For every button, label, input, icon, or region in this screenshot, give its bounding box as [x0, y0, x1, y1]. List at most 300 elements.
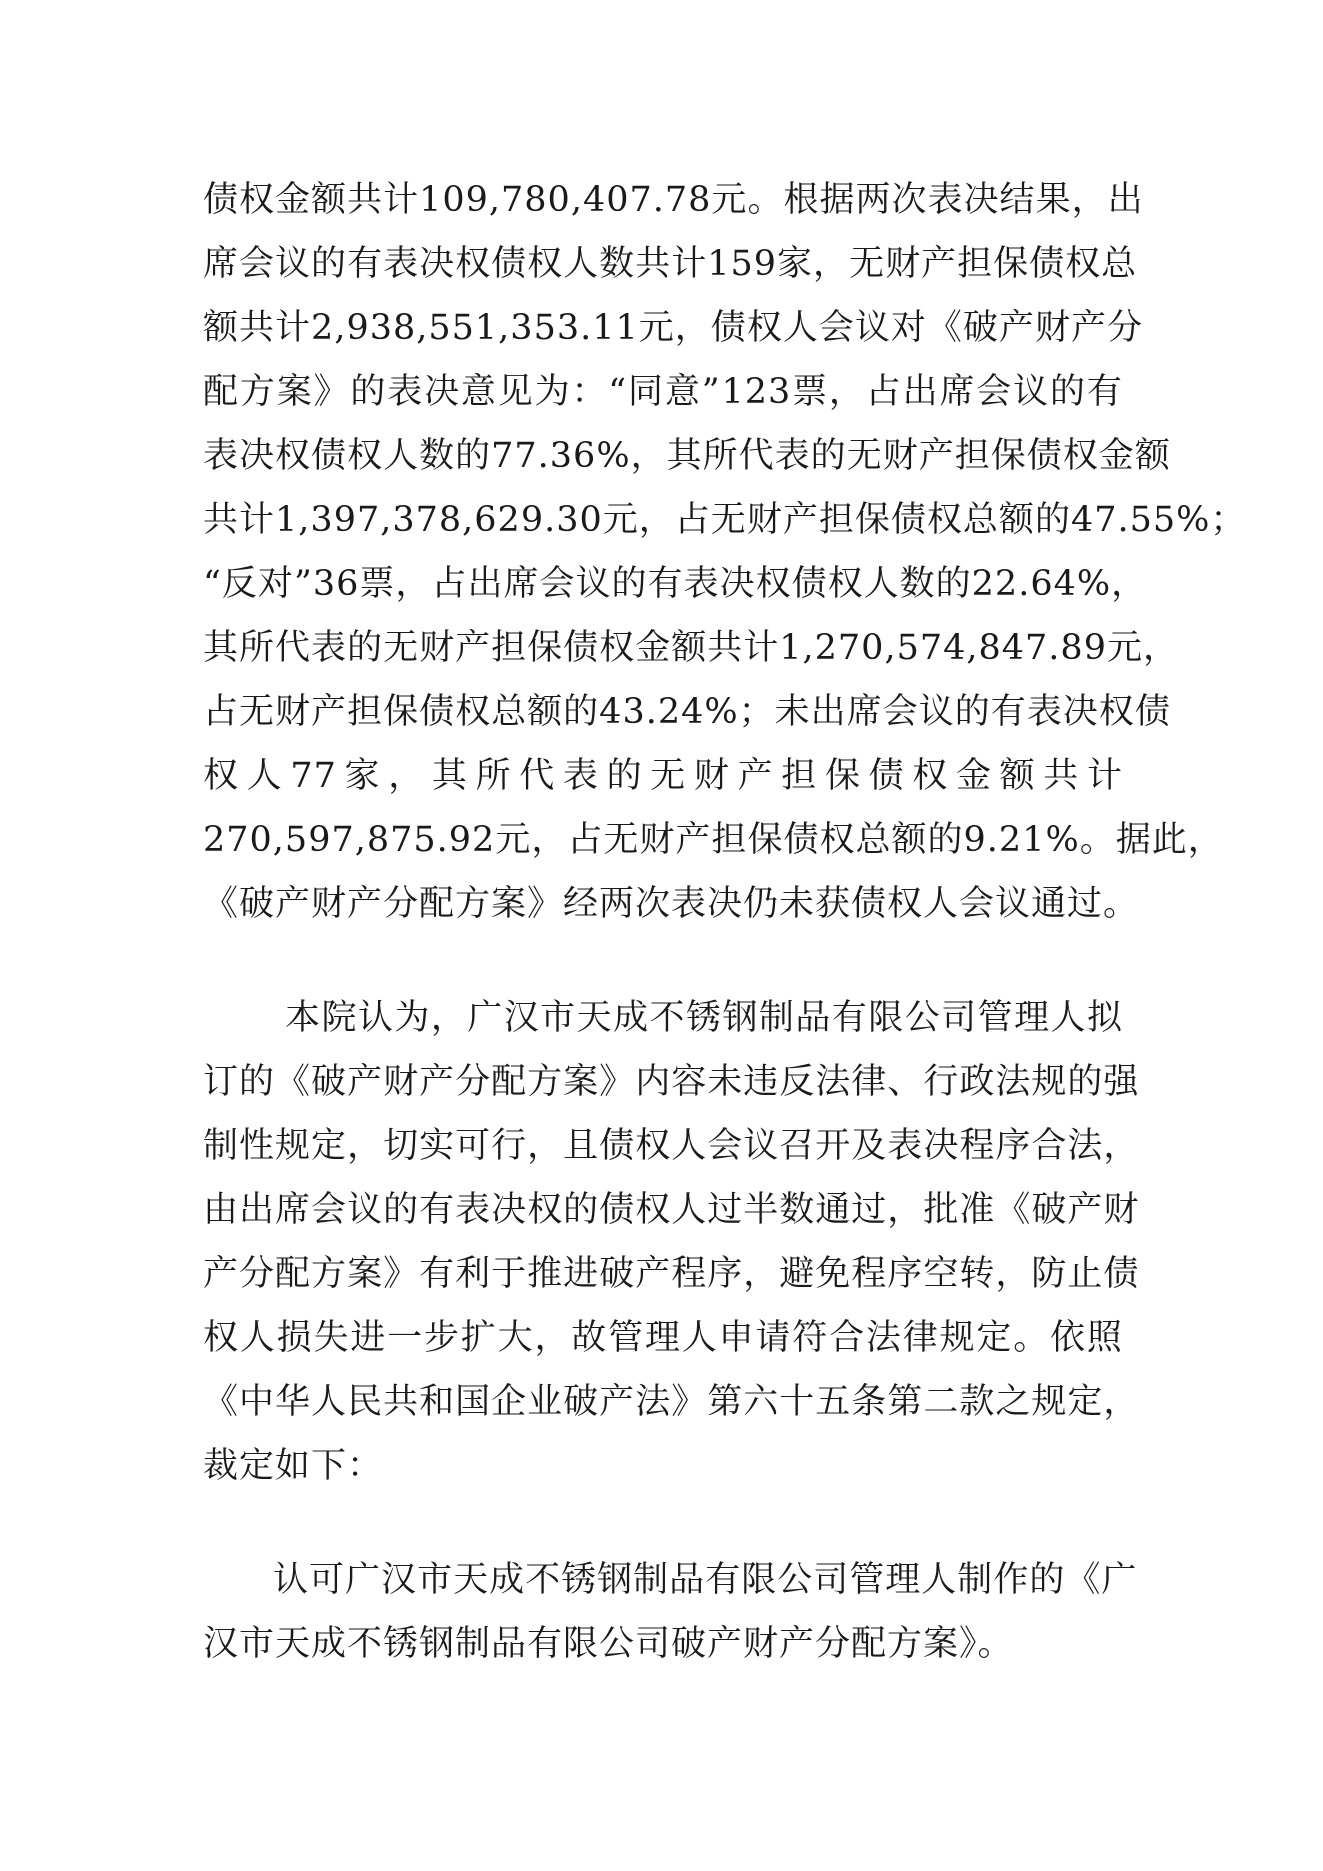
text-glyph: 人: [782, 308, 819, 348]
text-glyph: 人: [671, 1126, 708, 1166]
text-glyph: 的: [927, 820, 964, 860]
text-line: [203, 680, 1171, 744]
text-glyph: 议: [854, 308, 891, 348]
text-glyph: 半: [743, 1190, 780, 1230]
text-glyph: 会: [882, 692, 919, 732]
text-glyph: 》: [383, 1254, 420, 1294]
text-glyph: 担: [491, 628, 528, 668]
text-glyph: 家: [777, 244, 814, 284]
text-glyph: 表: [387, 372, 424, 412]
text-glyph: 管: [977, 998, 1014, 1038]
text-glyph: 条: [851, 1382, 888, 1422]
text-glyph: ，: [887, 1190, 924, 1230]
text-glyph: 律: [902, 1318, 939, 1358]
text-glyph: 43.24%: [599, 692, 739, 732]
text-glyph: 一: [387, 1318, 424, 1358]
text-glyph: 有: [347, 244, 384, 284]
text-glyph: 天: [576, 998, 613, 1038]
text-glyph: 损: [276, 1318, 313, 1358]
text-glyph: 反: [779, 1062, 816, 1102]
text-glyph: 规: [1031, 1382, 1068, 1422]
text-glyph: 债: [563, 628, 600, 668]
text-glyph: 据: [1115, 820, 1152, 860]
text-glyph: ；: [1210, 500, 1247, 540]
text-glyph: 案: [276, 372, 313, 412]
text-glyph: 序: [995, 1126, 1032, 1166]
text-glyph: 额: [891, 820, 928, 860]
text-glyph: 金: [275, 180, 312, 220]
text-glyph: 限: [868, 998, 905, 1038]
text-glyph: 9.21%: [963, 820, 1080, 860]
text-glyph: 管: [608, 1318, 645, 1358]
text-glyph: 根: [783, 180, 820, 220]
text-glyph: 产: [737, 756, 774, 796]
text-glyph: 的: [1067, 1062, 1104, 1102]
text-glyph: 两: [855, 180, 892, 220]
text-glyph: 担: [347, 692, 384, 732]
text-glyph: 钢: [722, 998, 759, 1038]
text-glyph: 议: [347, 1190, 384, 1230]
text-glyph: 不: [525, 1560, 562, 1600]
text-glyph: 出: [810, 692, 847, 732]
text-glyph: 为: [394, 998, 431, 1038]
text-glyph: 额: [527, 692, 564, 732]
text-glyph: 步: [423, 1318, 460, 1358]
text-glyph: 总: [962, 500, 999, 540]
text-glyph: 广: [1101, 1560, 1138, 1600]
text-glyph: 决: [239, 436, 276, 476]
text-glyph: 制: [758, 998, 795, 1038]
text-glyph: 制: [633, 1560, 670, 1600]
text-glyph: 性: [239, 1126, 276, 1166]
text-line: [203, 744, 1123, 808]
text-glyph: 的: [1034, 500, 1071, 540]
text-glyph: 天: [453, 1560, 490, 1600]
text-glyph: 有: [1086, 372, 1123, 412]
text-line: [203, 360, 1123, 424]
text-glyph: 共: [635, 244, 672, 284]
text-glyph: 有: [419, 1190, 456, 1230]
text-glyph: 无: [849, 244, 886, 284]
text-glyph: 的: [383, 1190, 420, 1230]
text-glyph: 权: [275, 436, 312, 476]
text-glyph: 权: [1065, 244, 1102, 284]
text-glyph: 权: [746, 308, 783, 348]
text-glyph: 民: [347, 1382, 384, 1422]
text-glyph: 管: [849, 1560, 886, 1600]
text-glyph: 票: [792, 372, 829, 412]
text-glyph: 保: [993, 244, 1030, 284]
text-glyph: 共: [707, 628, 744, 668]
text-glyph: 财: [419, 628, 456, 668]
text-glyph: 未: [707, 1062, 744, 1102]
text-glyph: 、: [887, 1062, 924, 1102]
text-glyph: 由: [203, 1190, 240, 1230]
text-glyph: 表: [562, 756, 599, 796]
text-glyph: 的: [935, 564, 972, 604]
text-glyph: 表: [383, 244, 420, 284]
text-glyph: 表: [311, 628, 348, 668]
text-glyph: 准: [959, 1190, 996, 1230]
text-glyph: 人: [311, 1382, 348, 1422]
text-glyph: 77: [290, 756, 337, 796]
text-glyph: 金: [955, 756, 992, 796]
text-glyph: 财: [639, 820, 676, 860]
text-glyph: 》: [671, 1382, 708, 1422]
text-glyph: ，: [813, 244, 850, 284]
text-glyph: 理: [885, 1560, 922, 1600]
text-glyph: 反: [221, 564, 258, 604]
text-glyph: 二: [923, 1382, 960, 1422]
text-glyph: 《: [1065, 1560, 1102, 1600]
text-glyph: 的: [810, 436, 847, 476]
text-line: [203, 986, 1123, 1050]
text-glyph: 人: [671, 1190, 708, 1230]
text-line: [203, 616, 1179, 680]
text-glyph: 财: [693, 756, 730, 796]
text-glyph: ，: [1071, 180, 1108, 220]
text-glyph: 破: [563, 1382, 600, 1422]
text-glyph: 计: [1086, 756, 1123, 796]
text-glyph: 规: [1031, 1062, 1068, 1102]
text-glyph: 据: [819, 180, 856, 220]
text-glyph: 会: [976, 372, 1013, 412]
text-glyph: 担: [781, 756, 818, 796]
text-glyph: 召: [779, 1126, 816, 1166]
text-glyph: 强: [1103, 1062, 1140, 1102]
text-glyph: ，: [534, 1318, 571, 1358]
text-glyph: 通: [815, 1190, 852, 1230]
text-glyph: 财: [882, 436, 919, 476]
text-glyph: 的: [455, 436, 492, 476]
text-glyph: 额: [1134, 436, 1171, 476]
text-glyph: 决: [424, 372, 461, 412]
text-line: [203, 552, 1148, 616]
text-glyph: 家: [344, 756, 381, 796]
text-glyph: 见: [497, 372, 534, 412]
text-glyph: 270,597,875.92: [203, 820, 496, 860]
paragraph-gap: [203, 1498, 1123, 1548]
text-glyph: 权: [827, 564, 864, 604]
text-glyph: 认: [357, 998, 394, 1038]
text-glyph: 未: [774, 692, 811, 732]
text-glyph: 广: [345, 1560, 382, 1600]
text-glyph: ”: [293, 564, 313, 604]
text-glyph: 有: [647, 564, 684, 604]
text-glyph: 担: [954, 436, 991, 476]
text-glyph: 1,397,378,629.30: [275, 500, 603, 540]
text-glyph: 代: [738, 436, 775, 476]
text-glyph: 额: [311, 180, 348, 220]
text-glyph: 理: [644, 1318, 681, 1358]
text-glyph: 中: [239, 1382, 276, 1422]
text-glyph: 为: [534, 372, 571, 412]
text-glyph: ，: [395, 564, 432, 604]
text-glyph: 会: [707, 1126, 744, 1166]
text-glyph: 财: [1103, 1190, 1140, 1230]
text-glyph: 法: [995, 1062, 1032, 1102]
text-glyph: 表: [927, 180, 964, 220]
text-glyph: 广: [467, 998, 504, 1038]
text-glyph: 权: [912, 756, 949, 796]
text-line: 汉市天成不锈钢制品有限公司破产财产分配方案》。: [203, 1624, 1014, 1664]
text-glyph: 合: [829, 1318, 866, 1358]
text-glyph: 有: [831, 998, 868, 1038]
text-glyph: 的: [350, 372, 387, 412]
text-glyph: 限: [741, 1560, 778, 1600]
text-glyph: 意: [460, 372, 497, 412]
text-glyph: 和: [419, 1382, 456, 1422]
text-glyph: 权: [819, 820, 856, 860]
text-glyph: 制: [203, 1126, 240, 1166]
text-glyph: 同: [628, 372, 665, 412]
text-glyph: 共: [347, 180, 384, 220]
text-glyph: 人: [383, 436, 420, 476]
text-glyph: ，: [1103, 1382, 1140, 1422]
text-glyph: 。: [747, 180, 784, 220]
text-glyph: 总: [1101, 244, 1138, 284]
text-glyph: 额: [998, 500, 1035, 540]
text-glyph: 批: [923, 1190, 960, 1230]
text-glyph: 违: [743, 1062, 780, 1102]
text-glyph: ，: [638, 500, 675, 540]
text-glyph: 国: [455, 1382, 492, 1422]
text-glyph: 元: [495, 820, 532, 860]
text-glyph: 权: [1098, 692, 1135, 732]
text-glyph: 扩: [460, 1318, 497, 1358]
text-glyph: 的: [954, 692, 991, 732]
text-glyph: 元: [638, 308, 675, 348]
text-glyph: ，: [1187, 820, 1224, 860]
text-glyph: 担: [818, 500, 855, 540]
text-glyph: 配: [275, 1254, 312, 1294]
text-glyph: 议: [743, 1126, 780, 1166]
text-glyph: 保: [990, 436, 1027, 476]
text-glyph: ，: [388, 756, 425, 796]
text-glyph: 行: [491, 1126, 528, 1166]
text-glyph: 债: [599, 1190, 636, 1230]
text-glyph: 金: [1098, 436, 1135, 476]
text-glyph: 可: [455, 1126, 492, 1166]
text-glyph: 总: [491, 692, 528, 732]
text-glyph: 锈: [685, 998, 722, 1038]
text-glyph: 159: [707, 244, 778, 284]
text-glyph: 产: [675, 820, 712, 860]
text-glyph: 产: [599, 1382, 636, 1422]
text-glyph: 规: [939, 1318, 976, 1358]
text-glyph: 司: [941, 998, 978, 1038]
text-glyph: 六: [743, 1382, 780, 1422]
text-line: [203, 1114, 1140, 1178]
text-glyph: 。: [1079, 820, 1116, 860]
text-glyph: 会: [818, 308, 855, 348]
text-glyph: 债: [783, 820, 820, 860]
text-glyph: 过: [707, 1190, 744, 1230]
text-glyph: 表: [1026, 692, 1063, 732]
text-glyph: 所: [239, 628, 276, 668]
text-glyph: 配: [491, 1062, 528, 1102]
text-glyph: 对: [890, 308, 927, 348]
text-glyph: 席: [939, 372, 976, 412]
text-glyph: 律: [851, 1062, 888, 1102]
text-glyph: 《: [275, 1062, 312, 1102]
text-glyph: 的: [1029, 1560, 1066, 1600]
text-glyph: 人: [563, 244, 600, 284]
text-glyph: 表: [203, 436, 240, 476]
text-glyph: 计: [743, 628, 780, 668]
text-glyph: 《: [203, 1382, 240, 1422]
text-glyph: 。: [1013, 1318, 1050, 1358]
text-line: [203, 1050, 1140, 1114]
text-glyph: ，: [1103, 1126, 1140, 1166]
text-glyph: 决: [419, 244, 456, 284]
text-glyph: 人: [1050, 998, 1087, 1038]
text-glyph: 权: [455, 692, 492, 732]
text-glyph: 其: [431, 756, 468, 796]
text-glyph: 表: [455, 1190, 492, 1230]
text-glyph: 47.55%: [1070, 500, 1211, 540]
text-glyph: 制: [957, 1560, 994, 1600]
text-glyph: 失: [313, 1318, 350, 1358]
text-glyph: 保: [527, 628, 564, 668]
text-line: 裁定如下：: [203, 1446, 384, 1486]
text-line: [203, 1548, 1138, 1612]
text-glyph: 方: [527, 1062, 564, 1102]
text-glyph: 法: [635, 1382, 672, 1422]
text-line: [203, 1306, 1123, 1370]
text-glyph: ，: [531, 820, 568, 860]
text-glyph: 表: [774, 436, 811, 476]
text-glyph: 权: [926, 500, 963, 540]
text-glyph: 出: [239, 1190, 276, 1230]
text-glyph: 品: [795, 998, 832, 1038]
text-glyph: 容: [671, 1062, 708, 1102]
text-glyph: ，: [347, 1126, 384, 1166]
text-glyph: 占: [431, 564, 468, 604]
text-glyph: 第: [887, 1382, 924, 1422]
text-glyph: 权: [347, 436, 384, 476]
text-line: [203, 296, 1143, 360]
text-glyph: 的: [563, 1190, 600, 1230]
text-glyph: 36: [312, 564, 360, 604]
text-glyph: 共: [1043, 756, 1080, 796]
text-glyph: 破: [311, 1062, 348, 1102]
text-glyph: 财: [746, 500, 783, 540]
text-glyph: 人: [239, 1318, 276, 1358]
text-glyph: 华: [275, 1382, 312, 1422]
text-glyph: 序: [887, 1254, 924, 1294]
text-glyph: 产: [455, 628, 492, 668]
text-glyph: 企: [491, 1382, 528, 1422]
text-glyph: 的: [611, 564, 648, 604]
text-glyph: 不: [649, 998, 686, 1038]
text-glyph: 无: [239, 692, 276, 732]
text-glyph: 出: [467, 564, 504, 604]
text-glyph: 权: [599, 628, 636, 668]
text-glyph: 实: [419, 1126, 456, 1166]
text-glyph: 分: [455, 1062, 492, 1102]
text-glyph: 果: [1035, 180, 1072, 220]
text-glyph: 结: [999, 180, 1036, 220]
paragraph-vote-results: [203, 168, 1247, 936]
text-glyph: 的: [563, 692, 600, 732]
text-glyph: 计: [383, 180, 420, 220]
text-glyph: ，: [527, 1126, 564, 1166]
text-glyph: 所: [475, 756, 512, 796]
text-glyph: 成: [489, 1560, 526, 1600]
text-glyph: 产: [1070, 308, 1107, 348]
text-glyph: 免: [815, 1254, 852, 1294]
text-glyph: 法: [815, 1062, 852, 1102]
text-glyph: 转: [959, 1254, 996, 1294]
text-glyph: 权: [635, 1126, 672, 1166]
text-glyph: 故: [571, 1318, 608, 1358]
text-glyph: 77.36%: [491, 436, 631, 476]
paragraph-ruling: [203, 1548, 1138, 1676]
text-glyph: 产: [419, 1062, 456, 1102]
text-glyph: 院: [321, 998, 358, 1038]
text-glyph: 议: [575, 564, 612, 604]
text-glyph: 担: [957, 244, 994, 284]
text-glyph: 司: [813, 1560, 850, 1600]
text-glyph: 定: [311, 1126, 348, 1166]
text-glyph: 进: [563, 1254, 600, 1294]
text-glyph: ，: [1111, 564, 1148, 604]
text-glyph: 票: [359, 564, 396, 604]
text-glyph: 有: [705, 1560, 742, 1600]
text-glyph: 权: [1062, 436, 1099, 476]
text-glyph: ，: [630, 436, 667, 476]
text-glyph: 推: [527, 1254, 564, 1294]
text-glyph: 席: [503, 564, 540, 604]
text-glyph: 保: [854, 500, 891, 540]
text-glyph: 权: [203, 1318, 240, 1358]
text-glyph: 方: [239, 372, 276, 412]
text-glyph: 切: [383, 1126, 420, 1166]
text-glyph: 理: [1014, 998, 1051, 1038]
text-glyph: ，: [1142, 628, 1179, 668]
text-glyph: 产: [782, 500, 819, 540]
text-glyph: ，: [828, 372, 865, 412]
text-glyph: 总: [855, 820, 892, 860]
text-glyph: 第: [707, 1382, 744, 1422]
text-glyph: 保: [824, 756, 861, 796]
text-glyph: 申: [718, 1318, 755, 1358]
text-glyph: 席: [203, 244, 240, 284]
text-glyph: 人: [681, 1318, 718, 1358]
text-line: [203, 488, 1247, 552]
paragraph-court-opinion: [203, 986, 1140, 1498]
text-glyph: 额: [999, 756, 1036, 796]
text-glyph: 锈: [561, 1560, 598, 1600]
text-glyph: 合: [1031, 1126, 1068, 1166]
text-glyph: 109,780,407.78: [419, 180, 712, 220]
text-glyph: 议: [275, 244, 312, 284]
text-glyph: 钢: [597, 1560, 634, 1600]
text-glyph: 内: [635, 1062, 672, 1102]
text-glyph: 过: [851, 1190, 888, 1230]
text-glyph: 法: [1067, 1126, 1104, 1166]
text-line: [203, 1242, 1140, 1306]
text-glyph: 定: [976, 1318, 1013, 1358]
text-glyph: 数: [419, 436, 456, 476]
text-line: [203, 232, 1138, 296]
text-glyph: 债: [868, 756, 905, 796]
text-glyph: 其: [203, 628, 240, 668]
text-glyph: 对: [257, 564, 294, 604]
text-glyph: 无: [383, 628, 420, 668]
text-glyph: 作: [993, 1560, 1030, 1600]
